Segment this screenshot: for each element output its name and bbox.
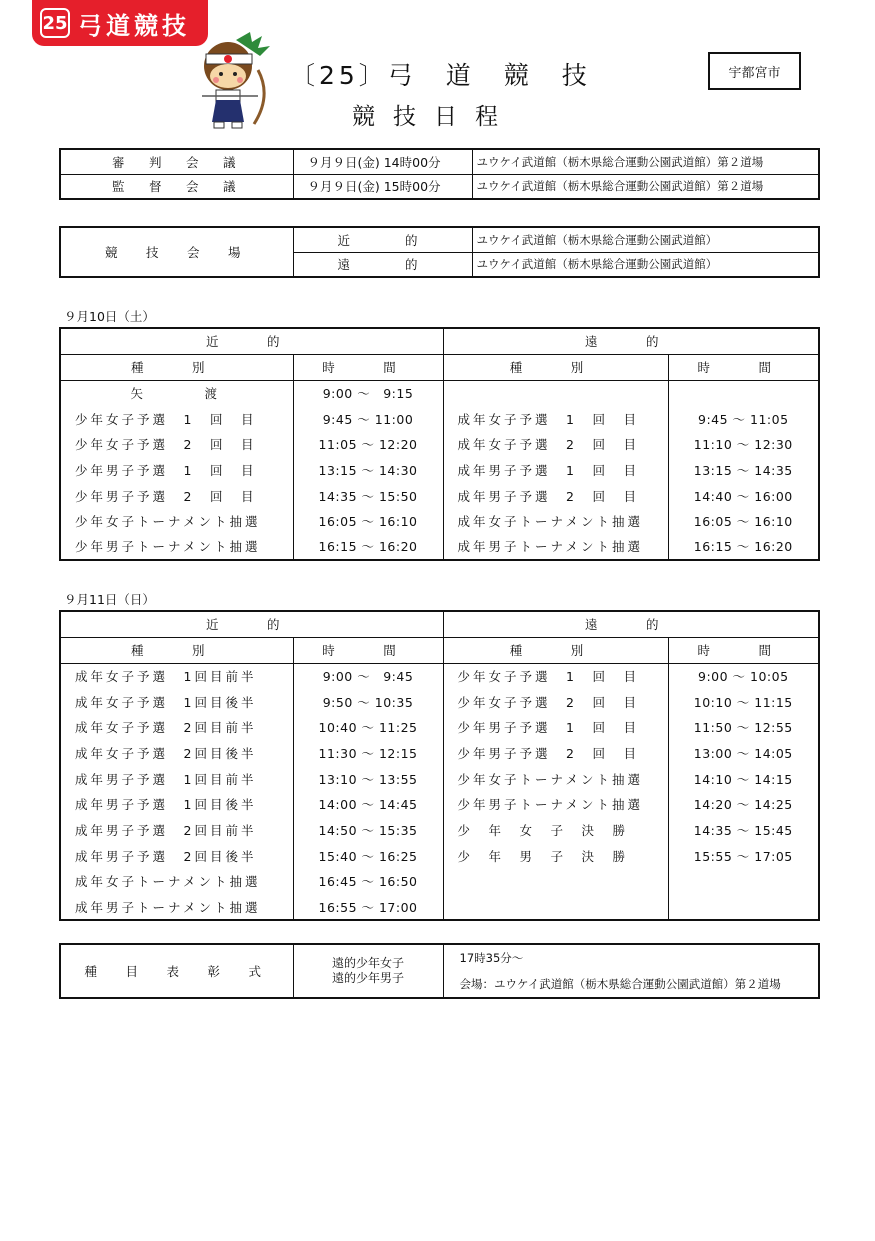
event-name: 成年男子トーナメント抽選 <box>60 894 293 920</box>
city-label: 宇都宮市 <box>708 52 801 90</box>
enteki-header: 遠 的 <box>443 328 819 354</box>
shubetsu-header: 種 別 <box>60 354 293 380</box>
enteki-header: 遠 的 <box>443 611 819 637</box>
event-time: 16:45 ～ 16:50 <box>293 869 443 895</box>
venue-place: ユウケイ武道館（栃木県総合運動公園武道館） <box>472 252 819 277</box>
event-time: 9:00 ～ 10:05 <box>668 663 819 689</box>
meeting-venue: ユウケイ武道館（栃木県総合運動公園武道館）第２道場 <box>472 149 819 174</box>
event-name: 成年女子予選 1 回 目 <box>443 406 668 432</box>
event-time: 14:50 ～ 15:35 <box>293 817 443 843</box>
venues-table <box>59 226 820 278</box>
meetings-table <box>59 148 820 200</box>
event-time <box>668 380 819 406</box>
meeting-datetime: ９月９日(金) 15時00分 <box>293 174 472 199</box>
event-time: 16:55 ～ 17:00 <box>293 894 443 920</box>
event-name: 成年女子トーナメント抽選 <box>60 869 293 895</box>
event-time: 14:40 ～ 16:00 <box>668 483 819 509</box>
event-name: 少年男子トーナメント抽選 <box>60 534 293 560</box>
page-title: 〔25〕弓 道 競 技 <box>290 61 591 90</box>
event-time <box>668 869 819 895</box>
event-name: 少年女子予選 2 回 目 <box>443 689 668 715</box>
award-venue: 会場：ユウケイ武道館（栃木県総合運動公園武道館）第２道場 <box>459 977 781 991</box>
event-name: 成年女子予選 2 回 目 <box>443 431 668 457</box>
venue-type: 遠 的 <box>293 252 472 277</box>
event-name: 成年男子予選 2回目後半 <box>60 843 293 869</box>
event-time: 11:50 ～ 12:55 <box>668 714 819 740</box>
event-time: 11:10 ～ 12:30 <box>668 431 819 457</box>
event-name: 成年女子予選 1回目後半 <box>60 689 293 715</box>
event-time <box>668 894 819 920</box>
event-name: 少年男子予選 1 回 目 <box>60 457 293 483</box>
event-name: 成年女子予選 1回目前半 <box>60 663 293 689</box>
event-name: 成年女子トーナメント抽選 <box>443 508 668 534</box>
table-row <box>60 508 819 534</box>
event-name: 少年女子トーナメント抽選 <box>60 508 293 534</box>
event-name: 少年男子予選 2 回 目 <box>60 483 293 509</box>
table-row <box>60 431 819 457</box>
event-name: 矢 渡 <box>60 380 293 406</box>
event-time: 9:00 ～ 9:15 <box>293 380 443 406</box>
kinteki-header: 近 的 <box>60 328 443 354</box>
shubetsu-header: 種 別 <box>60 637 293 663</box>
day1-schedule-table <box>59 327 820 561</box>
event-time: 14:35 ～ 15:45 <box>668 817 819 843</box>
venue-place: ユウケイ武道館（栃木県総合運動公園武道館） <box>472 227 819 252</box>
table-row <box>60 843 819 869</box>
table-row <box>60 534 819 560</box>
mascot-illustration <box>192 30 274 130</box>
event-time: 11:30 ～ 12:15 <box>293 740 443 766</box>
event-name: 少 年 男 子 決 勝 <box>443 843 668 869</box>
table-row <box>60 944 819 998</box>
table-row <box>60 227 819 252</box>
event-name: 少年男子トーナメント抽選 <box>443 791 668 817</box>
table-row <box>60 483 819 509</box>
event-name: 成年女子予選 2回目前半 <box>60 714 293 740</box>
page-subtitle: 競技日程 <box>352 104 516 130</box>
event-time: 9:45 ～ 11:05 <box>668 406 819 432</box>
table-row <box>60 894 819 920</box>
kinteki-header: 近 的 <box>60 611 443 637</box>
venue-type: 近 的 <box>293 227 472 252</box>
award-label: 種 目 表 彰 式 <box>60 944 293 998</box>
event-time: 9:00 ～ 9:45 <box>293 663 443 689</box>
event-time: 9:50 ～ 10:35 <box>293 689 443 715</box>
category-number: 25 <box>40 8 70 38</box>
event-time: 14:35 ～ 15:50 <box>293 483 443 509</box>
jikan-header: 時 間 <box>293 354 443 380</box>
award-table <box>59 943 820 999</box>
event-name: 成年男子トーナメント抽選 <box>443 534 668 560</box>
table-row <box>60 354 819 380</box>
table-row <box>60 611 819 637</box>
event-time: 16:15 ～ 16:20 <box>293 534 443 560</box>
event-time: 13:00 ～ 14:05 <box>668 740 819 766</box>
award-target: 遠的少年女子 <box>331 956 404 970</box>
event-time: 13:10 ～ 13:55 <box>293 766 443 792</box>
table-row <box>60 663 819 689</box>
event-time: 9:45 ～ 11:00 <box>293 406 443 432</box>
table-row <box>60 817 819 843</box>
event-time: 10:10 ～ 11:15 <box>668 689 819 715</box>
award-details <box>443 944 819 998</box>
event-name <box>443 894 668 920</box>
event-time: 15:55 ～ 17:05 <box>668 843 819 869</box>
table-row <box>60 637 819 663</box>
day1-date: ９月10日（土） <box>64 309 155 324</box>
event-name: 少年男子予選 2 回 目 <box>443 740 668 766</box>
meeting-name: 審 判 会 議 <box>60 149 293 174</box>
event-name: 成年男子予選 2回目前半 <box>60 817 293 843</box>
event-time: 15:40 ～ 16:25 <box>293 843 443 869</box>
event-time: 13:15 ～ 14:30 <box>293 457 443 483</box>
table-row <box>60 406 819 432</box>
event-time: 14:20 ～ 14:25 <box>668 791 819 817</box>
event-time: 14:10 ～ 14:15 <box>668 766 819 792</box>
event-name: 成年男子予選 1 回 目 <box>443 457 668 483</box>
event-time: 13:15 ～ 14:35 <box>668 457 819 483</box>
event-name: 少年男子予選 1 回 目 <box>443 714 668 740</box>
table-row <box>60 740 819 766</box>
event-time: 16:05 ～ 16:10 <box>293 508 443 534</box>
table-row <box>60 689 819 715</box>
event-name: 少年女子予選 1 回 目 <box>443 663 668 689</box>
shubetsu-header: 種 別 <box>443 637 668 663</box>
event-name: 成年男子予選 1回目後半 <box>60 791 293 817</box>
jikan-header: 時 間 <box>668 637 819 663</box>
award-targets <box>293 944 443 998</box>
meeting-datetime: ９月９日(金) 14時00分 <box>293 149 472 174</box>
event-name: 少年女子トーナメント抽選 <box>443 766 668 792</box>
category-badge <box>32 0 208 46</box>
award-target: 遠的少年男子 <box>331 971 404 985</box>
event-name: 成年女子予選 2回目後半 <box>60 740 293 766</box>
table-row <box>60 328 819 354</box>
event-time: 10:40 ～ 11:25 <box>293 714 443 740</box>
table-row <box>60 766 819 792</box>
event-time: 16:05 ～ 16:10 <box>668 508 819 534</box>
table-row <box>60 380 819 406</box>
event-name: 少年女子予選 1 回 目 <box>60 406 293 432</box>
jikan-header: 時 間 <box>668 354 819 380</box>
award-time: 17時35分～ <box>459 951 524 965</box>
event-name <box>443 380 668 406</box>
table-row <box>60 174 819 199</box>
event-name <box>443 869 668 895</box>
shubetsu-header: 種 別 <box>443 354 668 380</box>
table-row <box>60 714 819 740</box>
table-row <box>60 869 819 895</box>
event-time: 14:00 ～ 14:45 <box>293 791 443 817</box>
category-label: 弓道競技 <box>78 11 190 40</box>
table-row <box>60 457 819 483</box>
event-time: 11:05 ～ 12:20 <box>293 431 443 457</box>
event-name: 少 年 女 子 決 勝 <box>443 817 668 843</box>
table-row <box>60 791 819 817</box>
table-row <box>60 149 819 174</box>
meeting-name: 監 督 会 議 <box>60 174 293 199</box>
day2-date: ９月11日（日） <box>64 592 155 607</box>
event-name: 成年男子予選 2 回 目 <box>443 483 668 509</box>
venues-label: 競 技 会 場 <box>60 227 293 277</box>
jikan-header: 時 間 <box>293 637 443 663</box>
event-name: 成年男子予選 1回目前半 <box>60 766 293 792</box>
day2-schedule-table <box>59 610 820 921</box>
meeting-venue: ユウケイ武道館（栃木県総合運動公園武道館）第２道場 <box>472 174 819 199</box>
event-time: 16:15 ～ 16:20 <box>668 534 819 560</box>
event-name: 少年女子予選 2 回 目 <box>60 431 293 457</box>
